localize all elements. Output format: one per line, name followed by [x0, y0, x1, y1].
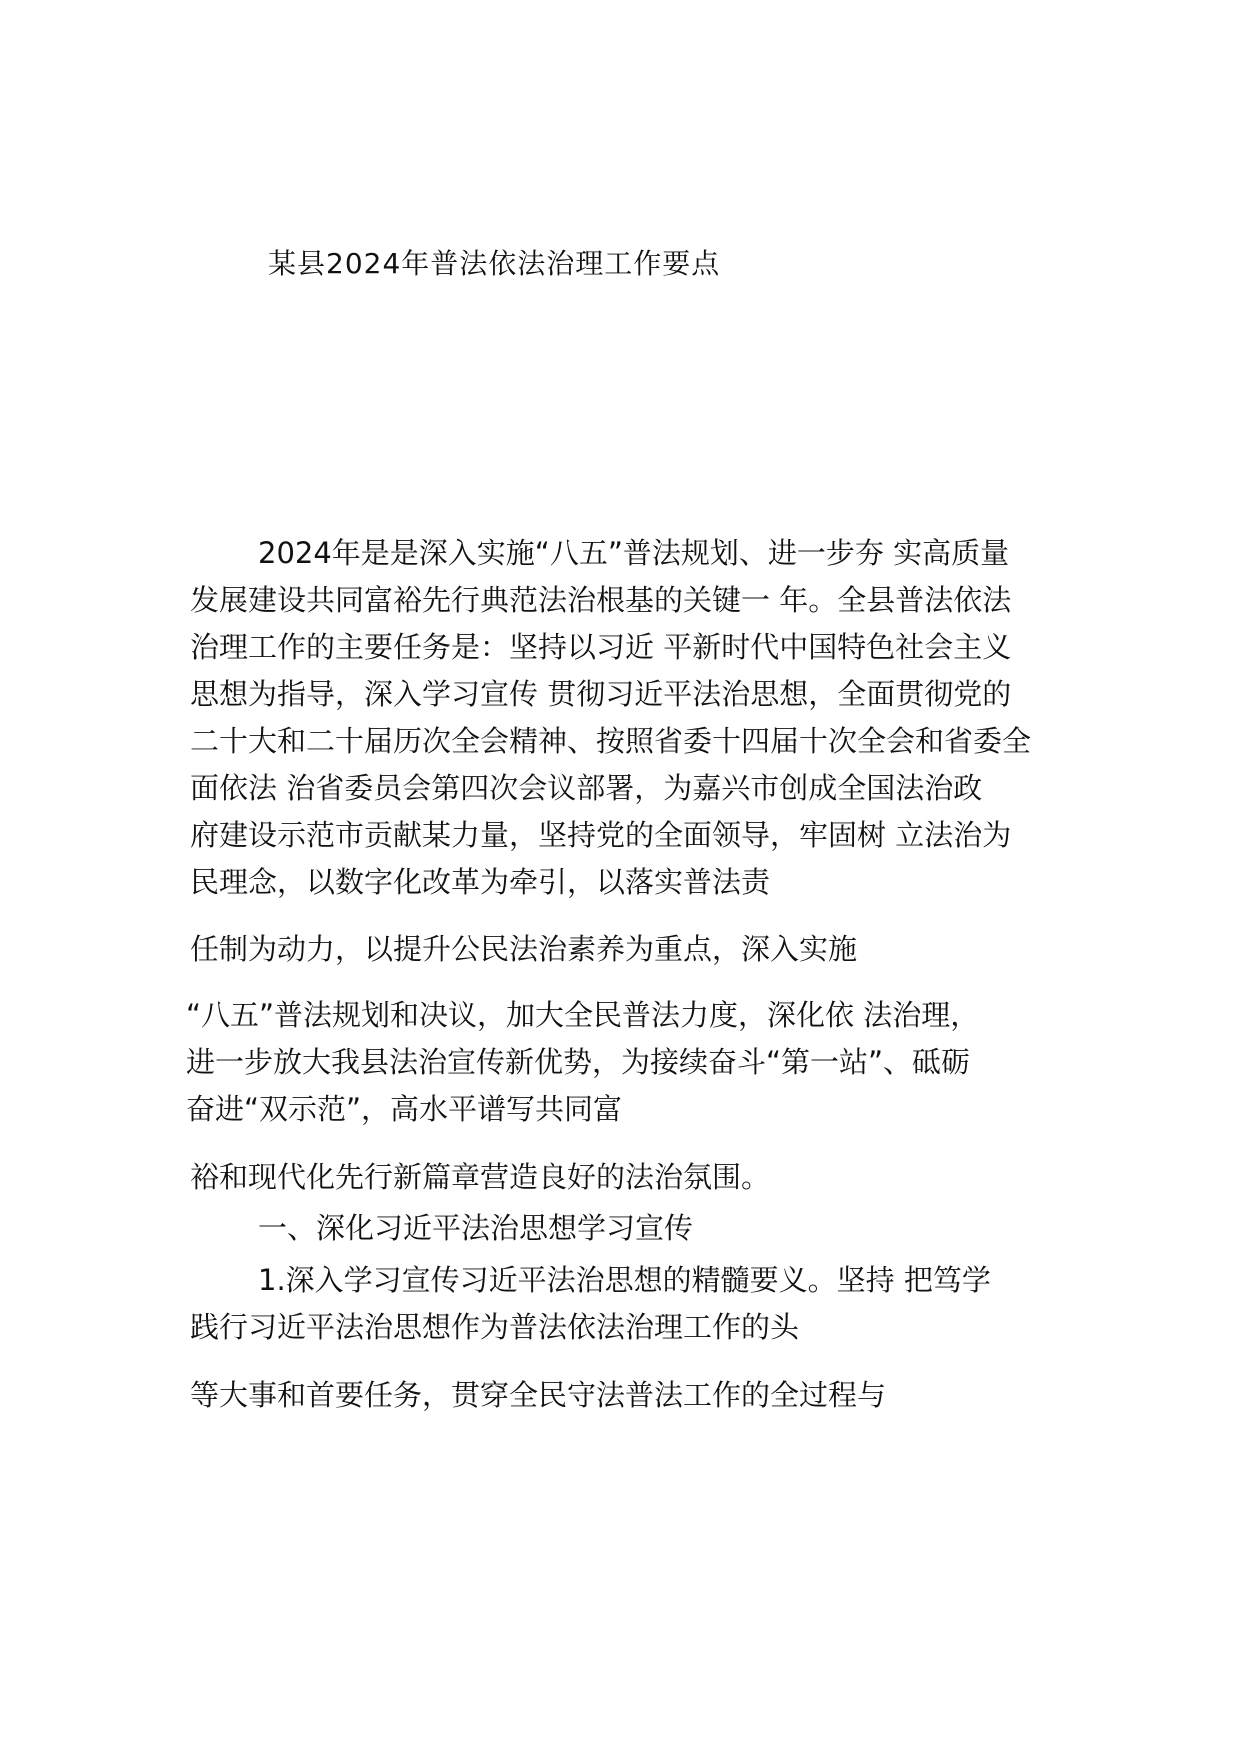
body-line: 进一步放大我县法治宣传新优势，为接续奋斗“第一站”、砥砺	[186, 1045, 971, 1079]
body-line: 奋进“双示范”，高水平谱写共同富	[186, 1092, 623, 1126]
body-line: 发展建设共同富裕先行典范法治根基的关键一 年。全县普法依法	[190, 583, 1012, 617]
section-heading: 一、深化习近平法治思想学习宣传	[258, 1211, 694, 1245]
body-line: 面依法 治省委员会第四次会议部署，为嘉兴市创成全国法治政	[190, 771, 983, 805]
body-line: 民理念，以数字化改革为牵引，以落实普法责	[190, 865, 771, 899]
body-line: 践行习近平法治思想作为普法依法治理工作的头	[190, 1310, 800, 1344]
body-line: 2024年是是深入实施“八五”普法规划、进一步夯 实高质量	[258, 536, 1010, 570]
body-line: 裕和现代化先行新篇章营造良好的法治氛围。	[190, 1160, 771, 1194]
body-line: 二十大和二十届历次全会精神、按照省委十四届十次全会和省委全	[190, 724, 1032, 758]
body-line: 1.深入学习宣传习近平法治思想的精髓要义。坚持 把笃学	[258, 1263, 991, 1297]
body-line: 思想为指导，深入学习宣传 贯彻习近平法治思想，全面贯彻党的	[190, 677, 1012, 711]
body-line: 治理工作的主要任务是：坚持以习近 平新时代中国特色社会主义	[190, 630, 1012, 664]
body-line: 等大事和首要任务，贯穿全民守法普法工作的全过程与	[190, 1378, 887, 1412]
body-line: 府建设示范市贡献某力量，坚持党的全面领导，牢固树 立法治为	[190, 818, 1012, 852]
document-title: 某县2024年普法依法治理工作要点	[268, 247, 721, 280]
body-line: “八五”普法规划和决议，加大全民普法力度，深化依 法治理，	[186, 998, 980, 1032]
body-line: 任制为动力，以提升公民法治素养为重点，深入实施	[190, 932, 858, 966]
